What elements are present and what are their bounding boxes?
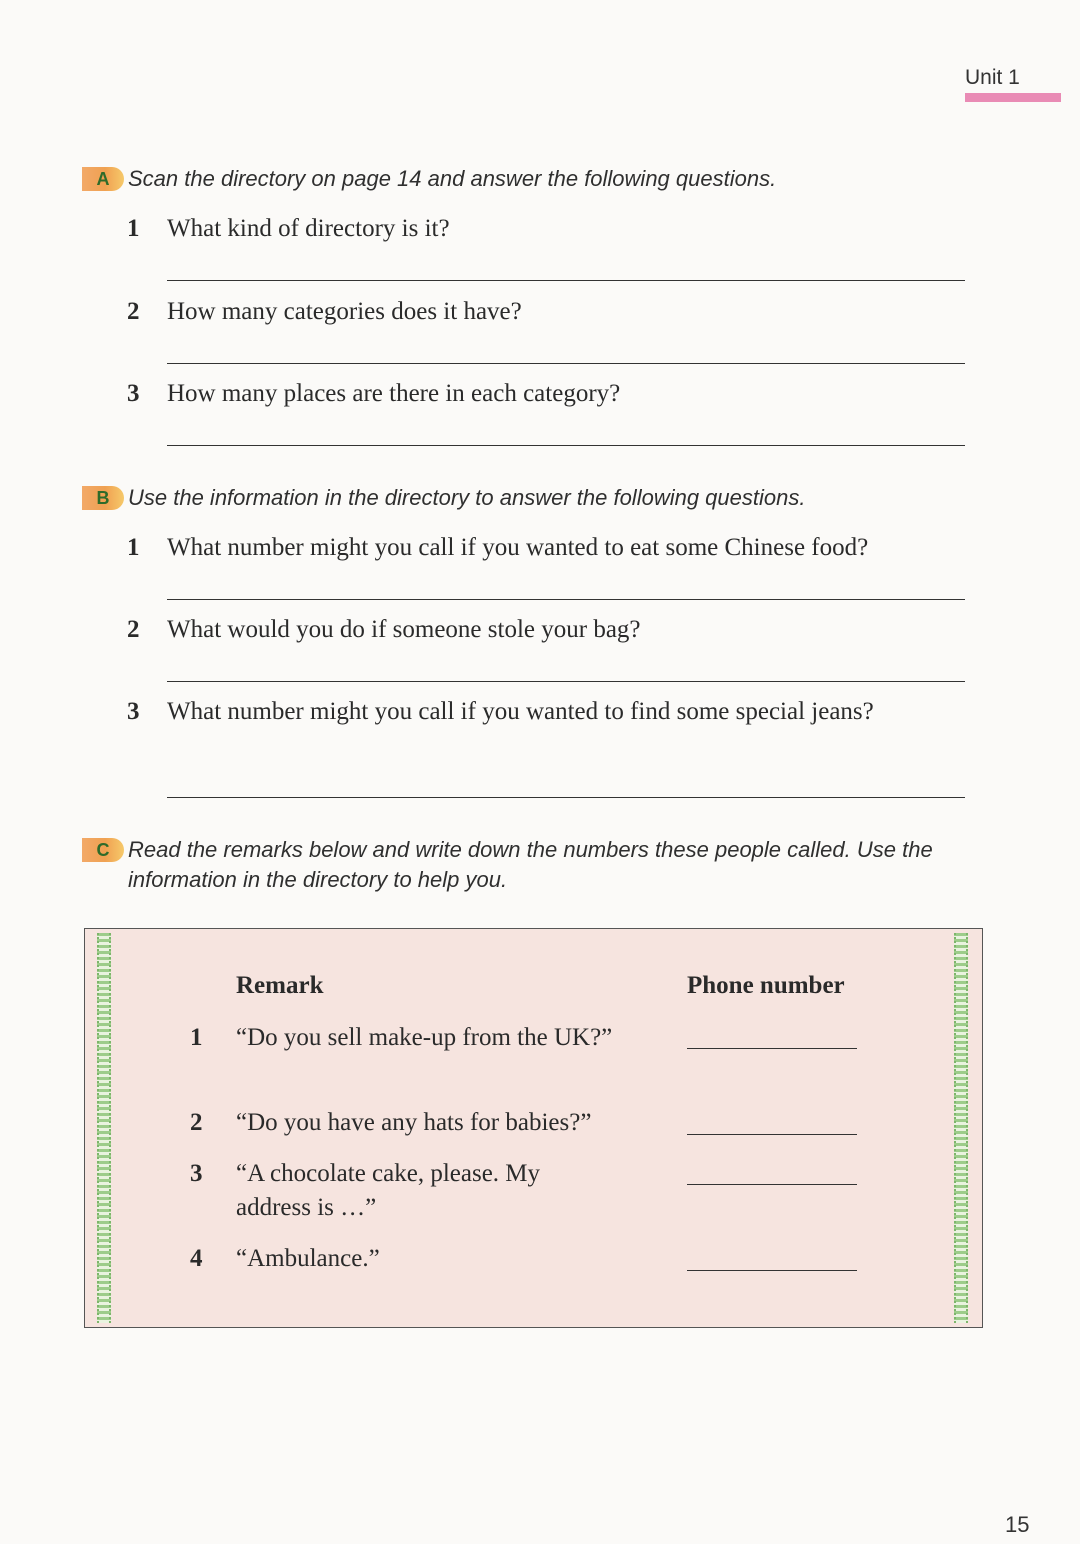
question-number: 2	[127, 298, 140, 325]
question-number: 1	[127, 534, 140, 561]
question-number: 1	[127, 215, 140, 242]
remark-text: “Ambulance.”	[236, 1245, 380, 1272]
phone-answer-blank-1[interactable]	[687, 1048, 857, 1049]
decorative-border-left	[97, 933, 111, 1323]
answer-line-a1[interactable]	[167, 280, 965, 281]
remark-text: “A chocolate cake, please. My address is …”	[236, 1160, 541, 1221]
answer-line-a3[interactable]	[167, 445, 965, 446]
question-number: 3	[127, 698, 140, 725]
unit-label: Unit 1	[965, 66, 1020, 89]
question-text: What kind of directory is it?	[167, 215, 450, 242]
remark-text: “Do you have any hats for babies?”	[236, 1109, 592, 1136]
section-a	[82, 164, 982, 194]
question-number: 3	[127, 380, 140, 407]
section-c-instruction-text: Read the remarks below and write down the numbers these people called. Use the information in the directory to help you.	[128, 837, 933, 892]
phone-answer-blank-2[interactable]	[687, 1134, 857, 1135]
phone-answer-blank-3[interactable]	[687, 1184, 857, 1185]
section-c	[82, 835, 982, 895]
unit-color-bar	[965, 93, 1061, 102]
answer-line-b1[interactable]	[167, 599, 965, 600]
question-number: 2	[127, 616, 140, 643]
answer-line-b2[interactable]	[167, 681, 965, 682]
phone-column-header: Phone number	[687, 972, 845, 999]
section-b-instruction-text: Use the information in the directory to answer the following questions.	[128, 485, 806, 510]
row-number: 2	[190, 1109, 203, 1136]
section-a-badge: A	[82, 167, 124, 191]
row-number: 3	[190, 1160, 203, 1187]
row-number: 4	[190, 1245, 203, 1272]
remark-text: “Do you sell make-up from the UK?”	[236, 1024, 613, 1051]
section-a-instruction-text: Scan the directory on page 14 and answer the following questions.	[128, 166, 777, 191]
row-number: 1	[190, 1024, 203, 1051]
section-c-instruction	[82, 835, 958, 895]
section-c-badge: C	[82, 838, 124, 862]
answer-line-b3[interactable]	[167, 797, 965, 798]
question-text: What would you do if someone stole your bag?	[167, 616, 641, 643]
section-a-instruction	[82, 164, 982, 194]
answer-line-a2[interactable]	[167, 363, 965, 364]
section-b	[82, 483, 982, 513]
section-b-instruction	[82, 483, 982, 513]
remarks-table	[84, 928, 983, 1328]
question-text: What number might you call if you wanted to eat some Chinese food?	[167, 534, 869, 561]
page-number: 15	[1005, 1512, 1030, 1537]
phone-answer-blank-4[interactable]	[687, 1270, 857, 1271]
section-b-badge: B	[82, 486, 124, 510]
question-text: How many places are there in each category?	[167, 380, 621, 407]
remark-column-header: Remark	[236, 972, 324, 999]
question-text: How many categories does it have?	[167, 298, 522, 325]
decorative-border-right	[954, 933, 968, 1323]
question-text: What number might you call if you wanted to find some special jeans?	[167, 698, 874, 725]
